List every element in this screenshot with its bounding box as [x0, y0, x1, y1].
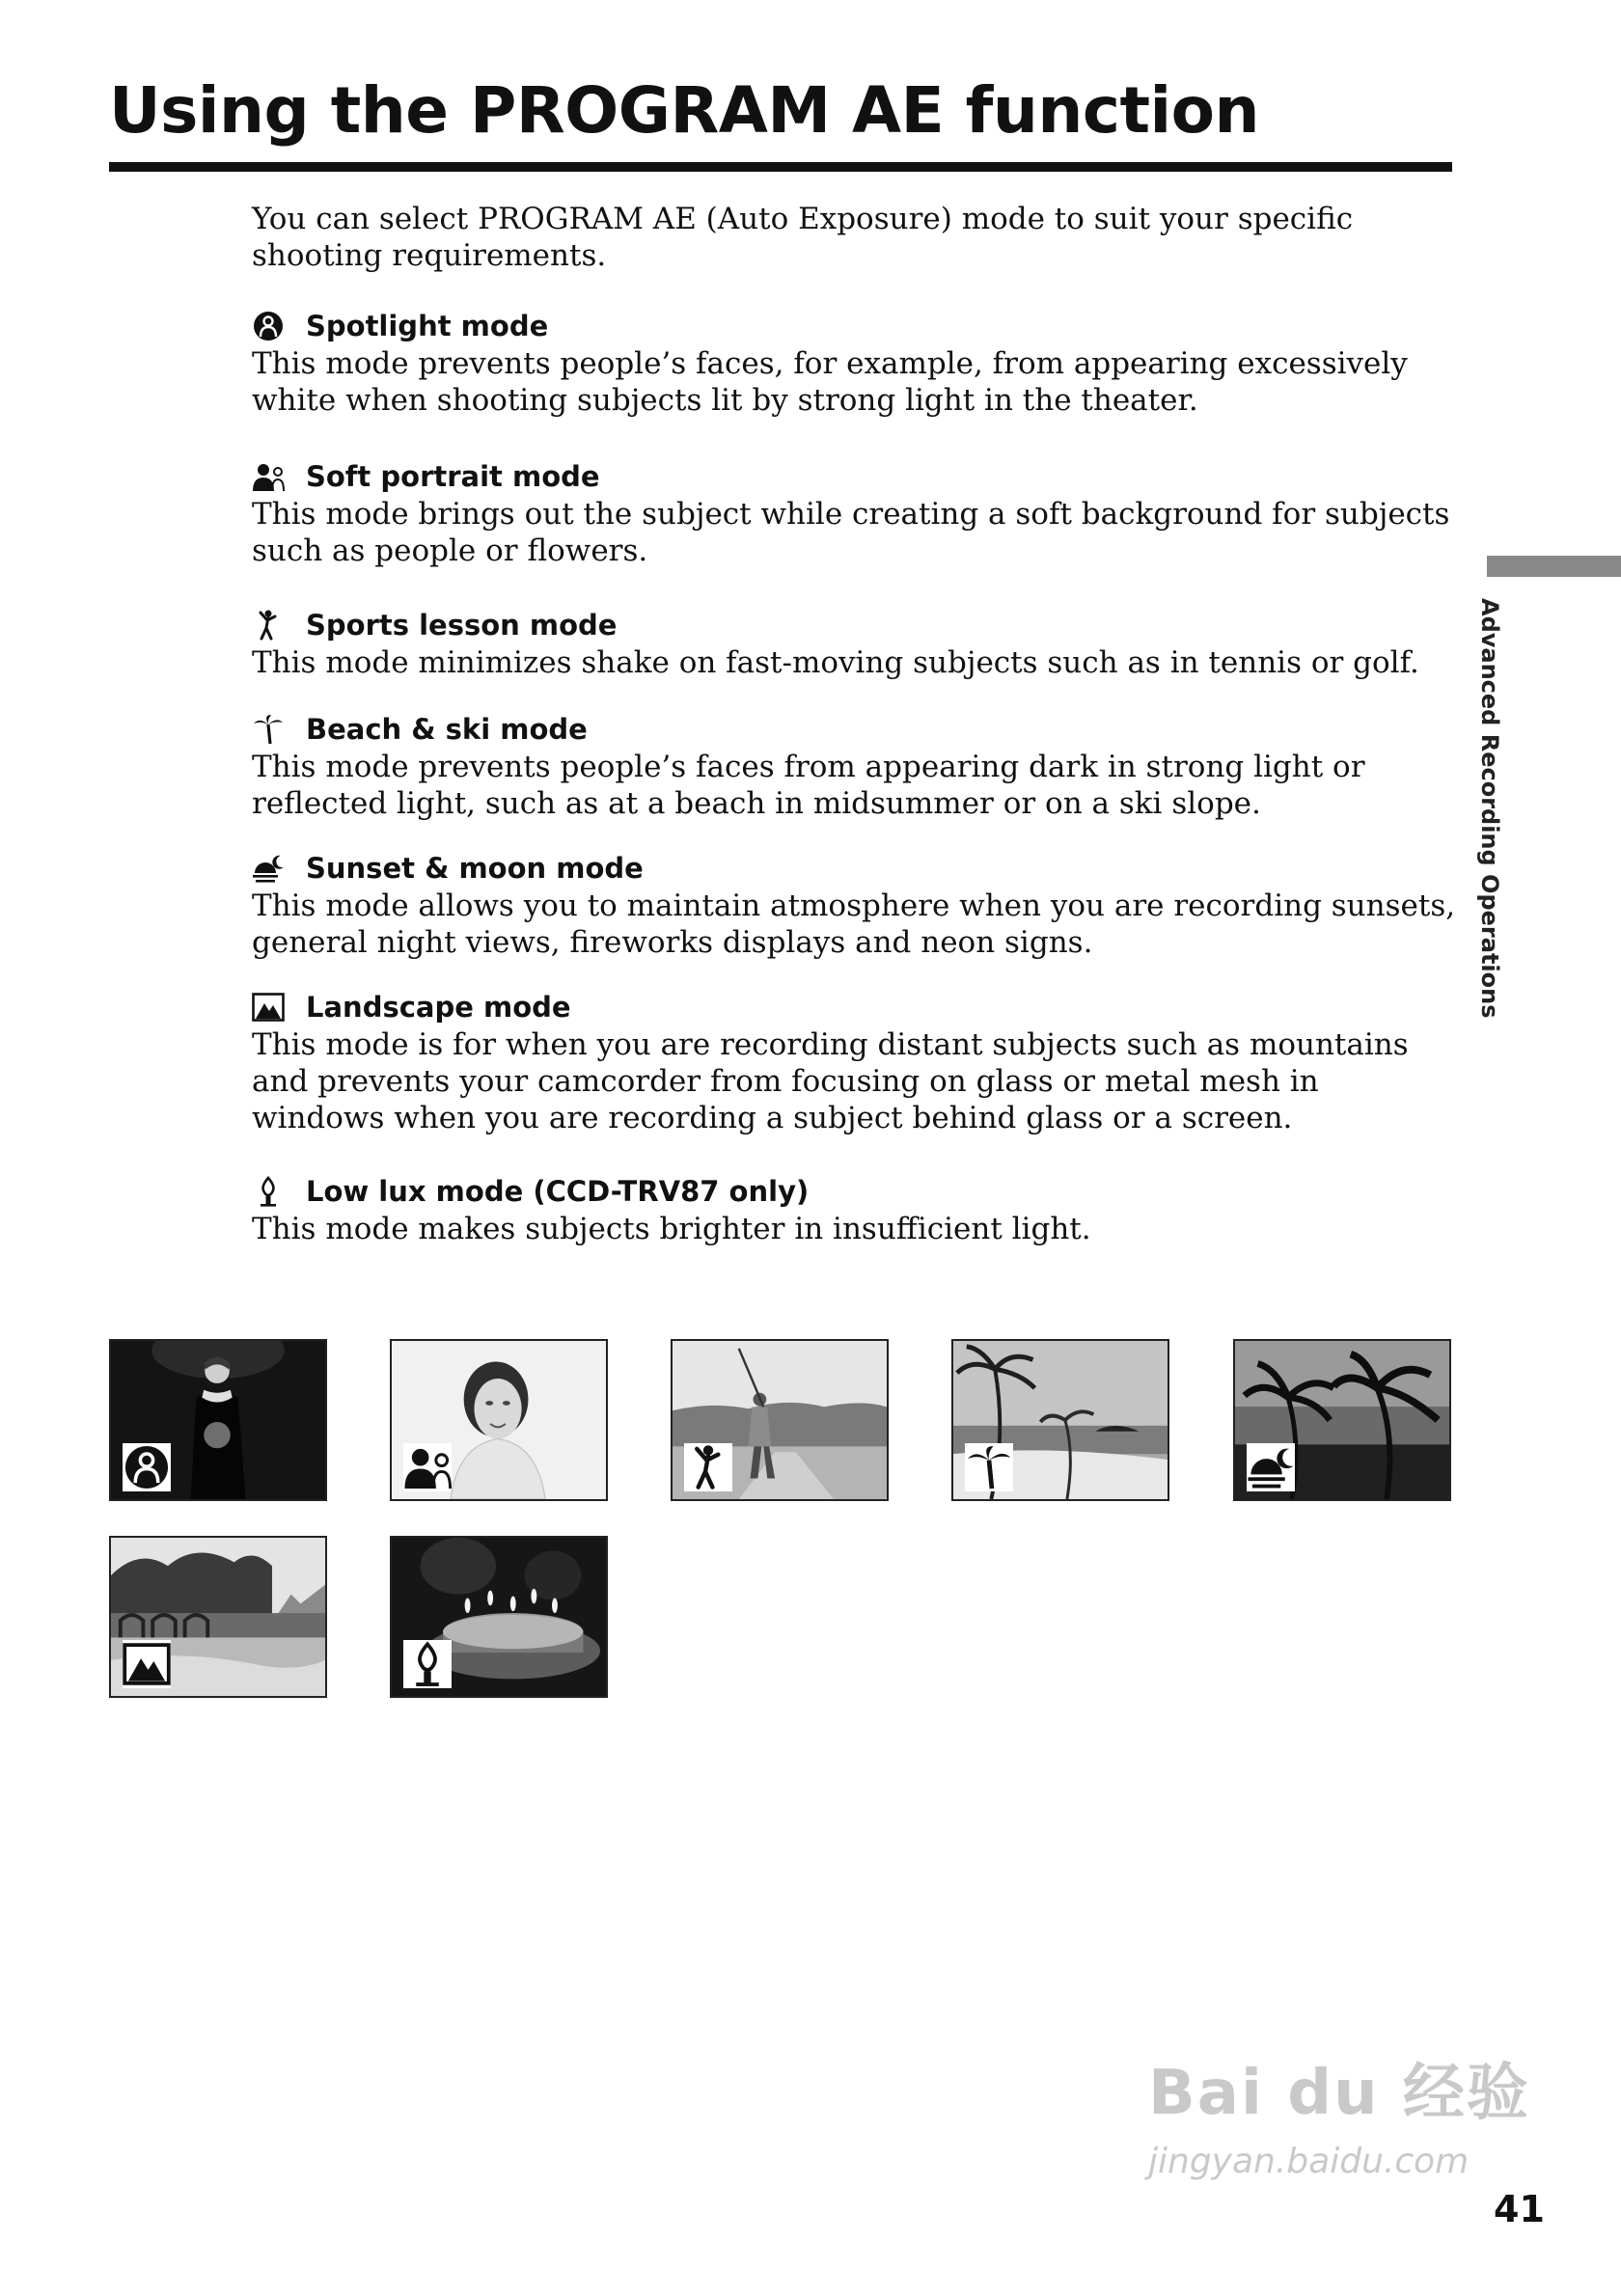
mode-sports-lesson — [252, 606, 1458, 681]
sports-lesson-icon — [252, 609, 285, 642]
mode-description: This mode brings out the subject while creating a soft background for subjects such as people or flowers. — [252, 497, 1450, 568]
mode-spotlight — [252, 307, 1458, 419]
mode-description: This mode prevents people’s faces, for example, from appearing excessively white when shooting subjects lit by strong light in the theater. — [252, 346, 1408, 418]
mode-landscape — [252, 988, 1458, 1136]
low-lux-icon — [252, 1175, 285, 1208]
watermark-brand: Bai du 经验 — [1148, 2058, 1530, 2129]
side-tab-marker — [1487, 556, 1621, 577]
mode-soft-portrait — [252, 457, 1458, 569]
mode-beach-ski — [252, 710, 1458, 822]
soft-portrait-icon — [252, 460, 285, 493]
beach-ski-example-photo — [951, 1339, 1169, 1501]
sports-lesson-icon — [684, 1443, 732, 1491]
page-number: 41 — [1494, 2188, 1545, 2230]
mode-heading — [252, 988, 1458, 1026]
sunset-moon-icon — [252, 852, 285, 885]
landscape-icon — [252, 991, 285, 1024]
mode-heading — [252, 307, 1458, 345]
mode-title: Landscape mode — [306, 991, 571, 1024]
beach-ski-icon — [252, 713, 285, 746]
mode-low-lux — [252, 1172, 1458, 1247]
mode-description: This mode minimizes shake on fast-moving subjects such as in tennis or golf. — [252, 645, 1419, 680]
mode-description: This mode prevents people’s faces from appearing dark in strong light or reflected light, such as at a beach in midsummer or on a ski slope. — [252, 750, 1365, 821]
mode-title: Soft portrait mode — [306, 460, 600, 493]
intro-text: You can select PROGRAM AE (Auto Exposure) mode to suit your specific shooting requirements. — [252, 202, 1354, 273]
baidu-watermark — [1148, 2043, 1534, 2181]
watermark-url: jingyan.baidu.com — [1148, 2142, 1470, 2181]
mode-heading — [252, 710, 1458, 749]
mode-description: This mode makes subjects brighter in insufficient light. — [252, 1212, 1091, 1246]
sunset-moon-example-photo — [1233, 1339, 1451, 1501]
mode-title: Beach & ski mode — [306, 713, 588, 746]
page-title: Using the PROGRAM AE function — [109, 73, 1259, 148]
mode-title: Low lux mode (CCD-TRV87 only) — [306, 1175, 810, 1208]
mode-title: Spotlight mode — [306, 310, 549, 342]
side-section-label: Advanced Recording Operations — [1476, 598, 1503, 1019]
beach-ski-icon — [965, 1443, 1013, 1491]
soft-portrait-icon — [403, 1443, 452, 1491]
landscape-icon — [123, 1640, 171, 1688]
mode-heading — [252, 606, 1458, 644]
low-lux-example-photo — [390, 1536, 608, 1698]
title-rule — [109, 162, 1452, 172]
mode-title: Sunset & moon mode — [306, 852, 644, 885]
mode-heading — [252, 849, 1458, 888]
mode-description: This mode is for when you are recording distant subjects such as mountains and prevents your camcorder from focusing on glass or metal mesh in windows when you are recording a subject behind glass or a screen. — [252, 1027, 1409, 1135]
mode-heading — [252, 457, 1458, 496]
landscape-example-photo — [109, 1536, 327, 1698]
mode-heading — [252, 1172, 1458, 1211]
mode-title: Sports lesson mode — [306, 609, 618, 642]
low-lux-icon — [403, 1640, 452, 1688]
sports-lesson-example-photo — [671, 1339, 889, 1501]
mode-sunset-moon — [252, 849, 1458, 961]
spotlight-example-photo — [109, 1339, 327, 1501]
spotlight-icon — [123, 1443, 171, 1491]
spotlight-icon — [252, 310, 285, 342]
mode-description: This mode allows you to maintain atmosphere when you are recording sunsets, general night views, fireworks displays and neon signs. — [252, 888, 1456, 960]
soft-portrait-example-photo — [390, 1339, 608, 1501]
sunset-moon-icon — [1247, 1443, 1295, 1491]
